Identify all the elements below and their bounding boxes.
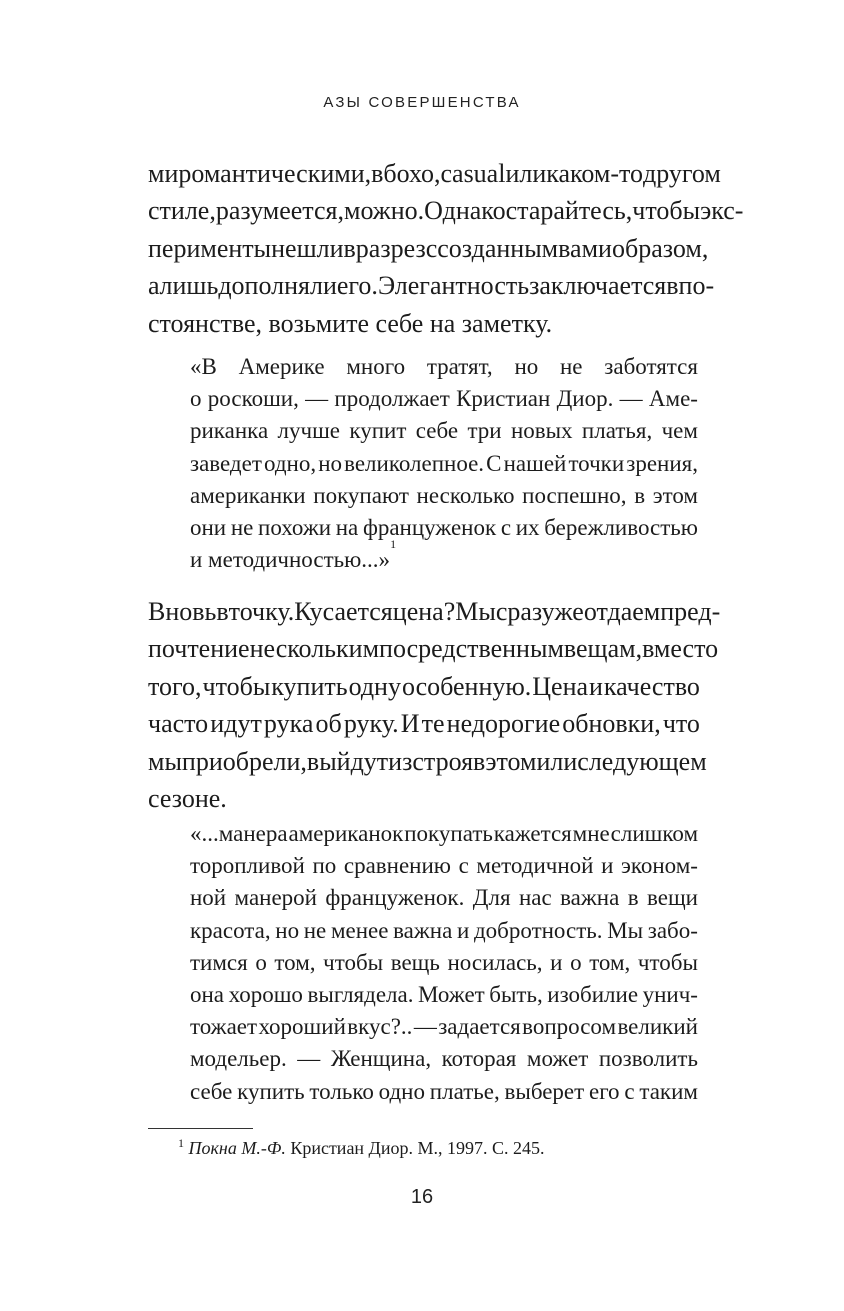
quote-line: «В Америке много тратят, но не заботятся <box>190 354 698 379</box>
quote-line: она хорошо выглядела. Может быть, изобилие унич- <box>190 982 698 1007</box>
page-number: 16 <box>410 1186 434 1208</box>
body-paragraph-line: почтение нескольким посредственным вещам, вместо <box>148 634 719 664</box>
body-paragraph-line: сезоне. <box>148 784 227 813</box>
quote-line <box>190 537 698 575</box>
body-paragraph-line: ми романтическими, в бохо, casual или каком-то другом <box>148 159 721 188</box>
footnote-source: Кристиан Диор. М., 1997. С. 245. <box>285 1138 545 1158</box>
body-paragraph-line: стоянстве, возьмите себе на заметку. <box>148 308 553 338</box>
body-paragraph-line: мы приобрели, выйдут из строя в этом или следующем <box>148 746 707 776</box>
body-paragraph-line: того, чтобы купить одну особенную. Цена и качество <box>148 671 700 701</box>
body-paragraph-line: часто идут рука об руку. И те недорогие обновки, что <box>148 709 700 739</box>
quote-line: себе купить только одно платье, выберет его с таким <box>190 1078 698 1104</box>
body-paragraph-line: перименты не шли вразрез с созданным вами образом, <box>148 233 709 263</box>
footnote-reference: 1 <box>390 537 397 552</box>
quote-closing-text: и методичностью...» <box>190 547 391 573</box>
quote-line: о роскоши, — продолжает Кристиан Диор. — Аме- <box>190 386 698 412</box>
quote-line: модельер. — Женщина, которая может позволить <box>190 1046 698 1072</box>
footnote <box>178 1136 544 1160</box>
quote-line: риканка лучше купит себе три новых платья, чем <box>190 418 698 444</box>
footnote-marker: 1 <box>178 1136 184 1150</box>
quote-line: «...манера американок покупать кажется мне слишком <box>190 821 698 846</box>
quote-line: заведет одно, но великолепное. С нашей точки зрения, <box>190 450 698 476</box>
footnote-divider <box>148 1128 253 1129</box>
quote-line: красота, но не менее важна и добротность. Мы забо- <box>190 917 698 943</box>
body-paragraph-line: а лишь дополняли его. Элегантность заключается в по- <box>148 271 715 301</box>
body-paragraph-line: Вновь в точку. Кусается цена? Мы сразу же отдаем пред- <box>148 597 721 626</box>
quote-line: тимся о том, чтобы вещь носилась, и о том, чтобы <box>190 949 698 975</box>
body-paragraph-line: стиле, разумеется, можно. Однако старайтесь, чтобы экс- <box>148 196 744 226</box>
quote-line: ной манерой француженок. Для нас важна в вещи <box>190 885 698 911</box>
quote-line: торопливой по сравнению с методичной и эконом- <box>190 853 698 879</box>
quote-line: они не похожи на француженок с их бережливостью <box>190 515 698 540</box>
footnote-author: Покна М.-Ф. <box>188 1138 286 1158</box>
quote-line: американки покупают несколько поспешно, в этом <box>190 482 698 508</box>
quote-line: тожает хороший вкус?.. — задается вопросом великий <box>190 1014 698 1040</box>
running-head: АЗЫ СОВЕРШЕНСТВА <box>323 94 521 111</box>
